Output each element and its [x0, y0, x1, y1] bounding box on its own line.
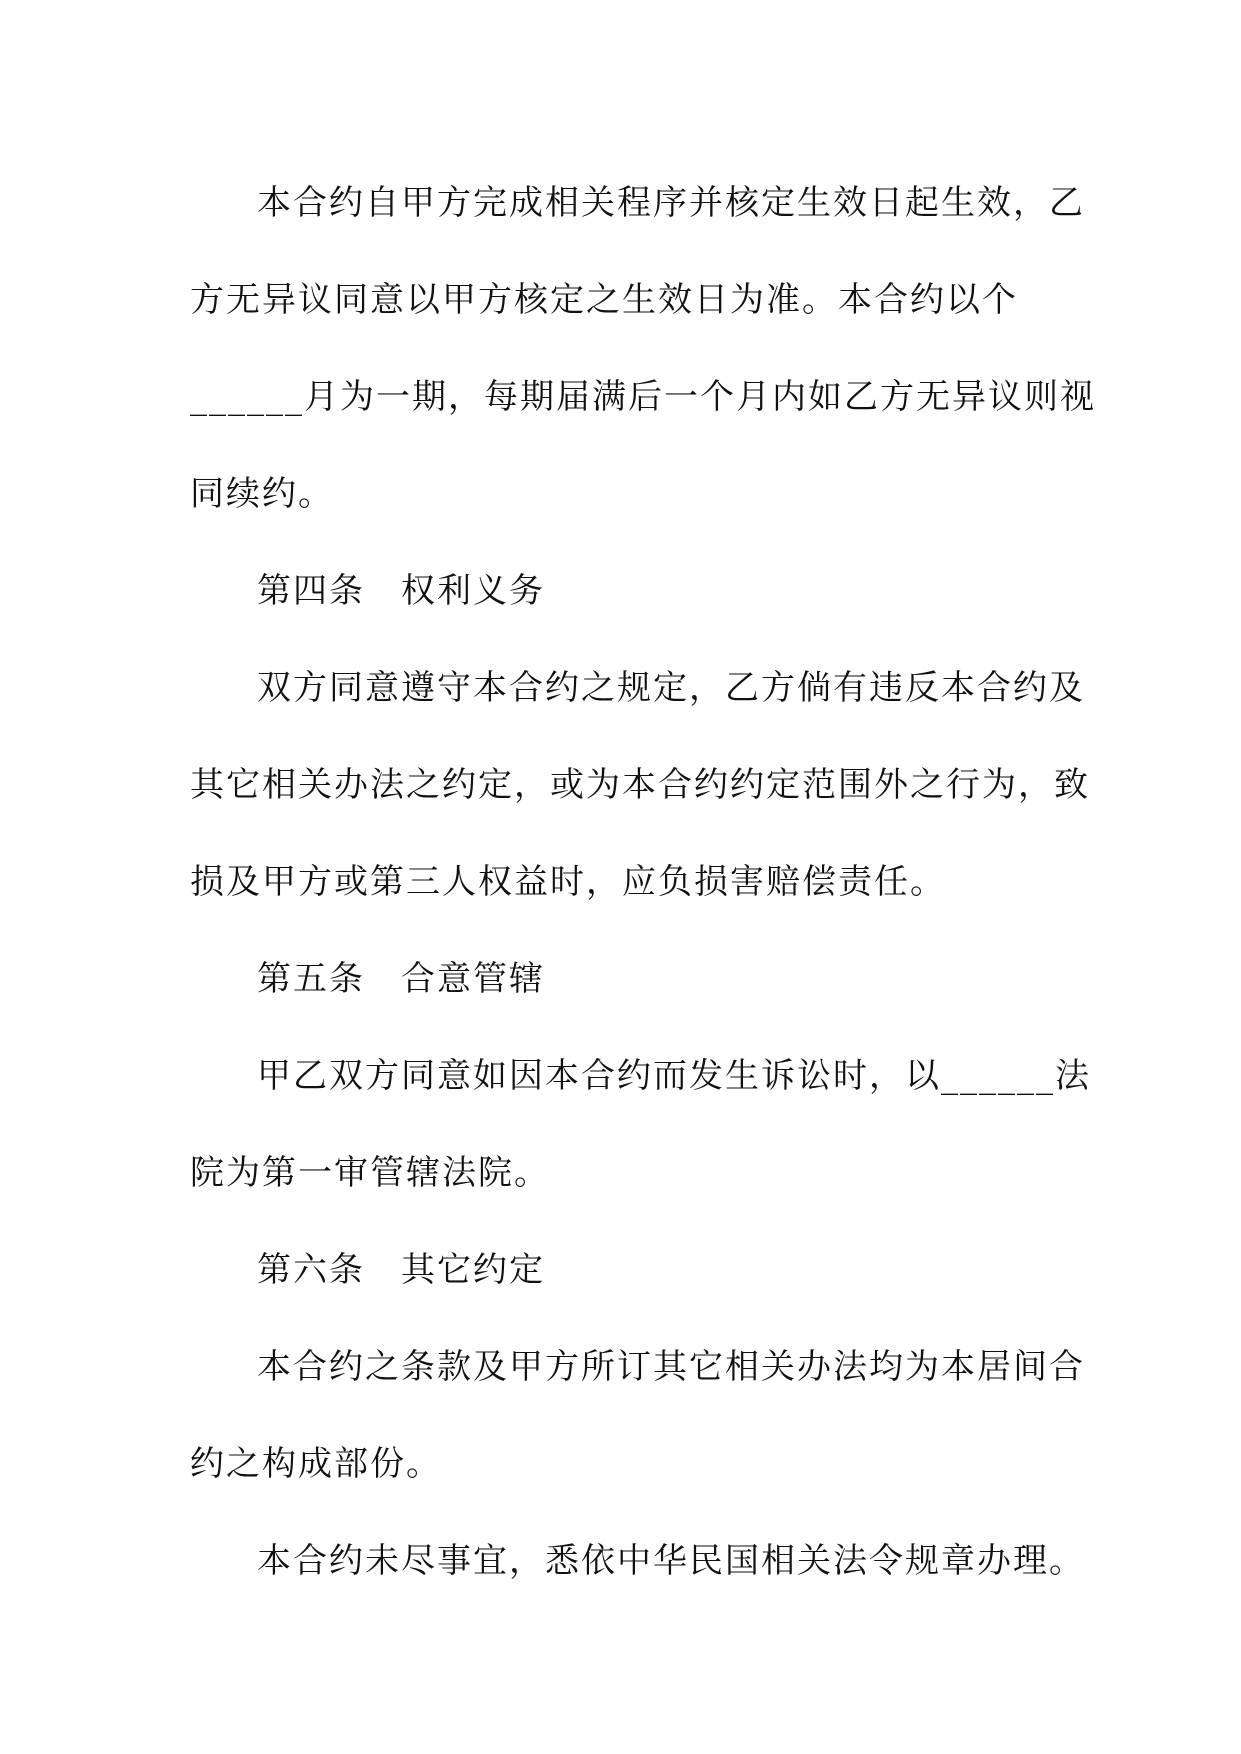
- paragraph-line: 本合约之条款及甲方所订其它相关办法均为本居间合: [257, 1347, 1085, 1387]
- paragraph-line: 方无异议同意以甲方核定之生效日为准。本合约以个: [190, 280, 1018, 320]
- paragraph-line: 同续约。: [190, 474, 334, 514]
- article-heading: 第六条 其它约定: [257, 1250, 545, 1290]
- paragraph-line: 约之构成部份。: [190, 1444, 442, 1484]
- paragraph-line: 本合约未尽事宜，悉依中华民国相关法令规章办理。: [257, 1541, 1085, 1581]
- paragraph-line: 院为第一审管辖法院。: [190, 1153, 550, 1193]
- paragraph-line: 其它相关办法之约定，或为本合约约定范围外之行为，致: [190, 765, 1090, 805]
- paragraph-line: ______月为一期，每期届满后一个月内如乙方无异议则视: [190, 377, 1096, 417]
- paragraph-line: 甲乙双方同意如因本合约而发生诉讼时，以______法: [257, 1056, 1091, 1096]
- paragraph-line: 本合约自甲方完成相关程序并核定生效日起生效，乙: [257, 183, 1085, 223]
- paragraph-line: 双方同意遵守本合约之规定，乙方倘有违反本合约及: [257, 668, 1085, 708]
- paragraph-line: 损及甲方或第三人权益时，应负损害赔偿责任。: [190, 862, 946, 902]
- article-heading: 第五条 合意管辖: [257, 959, 545, 999]
- article-heading: 第四条 权利义务: [257, 571, 545, 611]
